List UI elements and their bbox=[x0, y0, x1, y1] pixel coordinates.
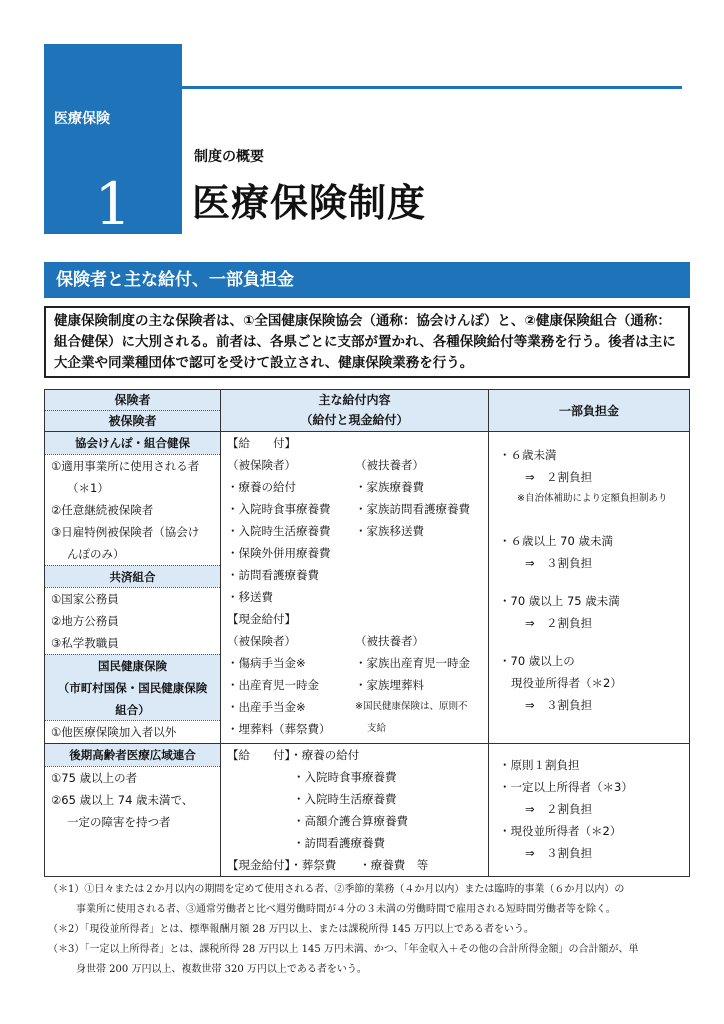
footnote-cont: 事業所に使用される者、③通常労働者と比べ週労働時間が４分の３未満の労働時間で雇用される短時間労働者等を除く。 bbox=[76, 904, 616, 915]
cash-item: ・出産手当金※ bbox=[227, 700, 306, 714]
header-insurer-cell bbox=[45, 390, 221, 432]
benefit-item: ・訪問看護療養費 bbox=[227, 568, 319, 582]
insurance-table bbox=[44, 389, 690, 877]
cash-item: ・出産育児一時金 bbox=[227, 678, 319, 692]
list-item: ③私学教職員 bbox=[51, 636, 119, 650]
category-label: 医療保険 bbox=[54, 111, 110, 127]
benefit-item: ・家族療養費 bbox=[355, 480, 424, 494]
copay-value: ⇒ ３割負担 bbox=[525, 698, 593, 712]
insurer-koki: 後期高齢者医療広域連合 bbox=[45, 744, 220, 766]
intro-box: 健康保険制度の主な保険者は、①全国健康保険協会（通称：協会けんぽ）と、②健康保険組合（通称：組合健保）に大別される。前者は、各県ごとに支部が置かれ、各種保険給付等業務を行う。後者は主に大企業や同業種団体で認可を受けて設立され、健康保険業務を行う。 bbox=[44, 306, 690, 378]
copay-cell bbox=[489, 432, 690, 744]
header-insured: 被保険者 bbox=[108, 414, 157, 428]
copay-value: ⇒ ３割負担 bbox=[525, 846, 593, 860]
benefit-item: ・移送費 bbox=[227, 590, 273, 604]
header-benefits-sub: （給付と現金給付） bbox=[300, 413, 409, 427]
koki-benefits-cell bbox=[221, 744, 489, 877]
benefit-item: ・家族訪問看護療養費 bbox=[355, 502, 470, 516]
footnote: （＊1）①日々または２か月以内の期間を定めて使用される者、②季節的業務（４か月以内）または臨時的事業（６か月以内）の bbox=[48, 884, 625, 895]
footnote-cont: 身世帯 200 万円以上、複数世帯 320 万円以上である者をいう。 bbox=[76, 964, 367, 975]
list-item: ①適用事業所に使用される者 bbox=[45, 454, 220, 477]
header-insurer: 保険者 bbox=[45, 390, 220, 411]
kokuho-line1: 国民健康保険 bbox=[98, 659, 167, 673]
copay-value: ⇒ ２割負担 bbox=[525, 616, 593, 630]
cash-item: ・埋葬料（葬祭費） bbox=[227, 722, 331, 736]
copay-value: ⇒ ２割負担 bbox=[525, 470, 593, 484]
insurer-kyokai: 協会けんぽ・組合健保 bbox=[45, 432, 220, 454]
list-item: ②65 歳以上 74 歳未満で、 bbox=[51, 793, 194, 807]
copay-item: ・６歳未満 bbox=[499, 448, 557, 462]
kyufu-columns bbox=[227, 454, 488, 608]
list-item: ①国家公務員 bbox=[45, 587, 220, 610]
insurer-kokuho bbox=[45, 654, 220, 720]
benefit-item: ・入院時食事療養費 bbox=[227, 502, 331, 516]
header-benefits-cell bbox=[221, 390, 489, 432]
cash-note: ※国民健康保険は、原則不 bbox=[355, 701, 468, 712]
list-item: ③日雇特例被保険者（協会け bbox=[51, 525, 200, 539]
chapter-number: 1 bbox=[94, 170, 132, 238]
chapter-box bbox=[44, 44, 182, 238]
list-item: （＊1） bbox=[67, 481, 109, 495]
copay-item: ・一定以上所得者（＊3） bbox=[499, 780, 633, 794]
header-benefits: 主な給付内容 bbox=[318, 393, 391, 407]
list-item: んぽのみ） bbox=[67, 547, 125, 561]
page-title: 医療保険制度 bbox=[192, 181, 427, 225]
list-item: ①他医療保険加入者以外 bbox=[45, 720, 220, 743]
header-rule bbox=[182, 86, 682, 89]
koki-copay-cell bbox=[489, 744, 690, 877]
footnote: （＊2）「現役並所得者」とは、標準報酬月額 28 万円以上、または課税所得 145 万円以上である者をいう。 bbox=[48, 924, 534, 935]
copay-item: ・現役並所得者（＊2） bbox=[499, 824, 622, 838]
cash-item: ・傷病手当金※ bbox=[227, 656, 306, 670]
page-subtitle: 制度の概要 bbox=[194, 149, 264, 165]
benefit-item: ・入院時生活療養費 bbox=[227, 524, 331, 538]
cash-dependent-label: （被扶養者） bbox=[355, 634, 424, 648]
cash-insured-label: （被保険者） bbox=[227, 634, 296, 648]
list-item: ①75 歳以上の者 bbox=[45, 766, 220, 789]
copay-item-cont: 現役並所得者（＊2） bbox=[511, 676, 622, 690]
copay-note: ※自治体補助により定額負担制あり bbox=[517, 493, 668, 504]
kokuho-line2: （市町村国保・国民健康保険 bbox=[57, 681, 208, 695]
footnotes bbox=[48, 880, 690, 980]
cash-note-cont: 支給 bbox=[367, 723, 387, 734]
copay-value: ⇒ ２割負担 bbox=[525, 802, 593, 816]
list-item: ②地方公務員 bbox=[51, 614, 119, 628]
koki-cash-line: 【現金給付】・葬祭費 ・療養費 等 bbox=[227, 858, 429, 872]
insured-label: （被保険者） bbox=[227, 458, 296, 472]
cash-columns bbox=[227, 630, 488, 740]
cash-heading: 【現金給付】 bbox=[227, 612, 296, 626]
copay-item: ・70 歳以上 75 歳未満 bbox=[499, 594, 620, 608]
list-item: ②任意継続被保険者 bbox=[51, 503, 154, 517]
cash-item: ・家族埋葬料 bbox=[355, 678, 424, 692]
benefit-item: ・療養の給付 bbox=[227, 480, 296, 494]
koki-benefit-item: ・訪問看護療養費 bbox=[293, 836, 385, 850]
copay-item: ・６歳以上 70 歳未満 bbox=[499, 534, 613, 548]
koki-benefit-item: ・入院時食事療養費 bbox=[293, 770, 397, 784]
benefits-cell bbox=[221, 432, 489, 744]
section-heading: 保険者と主な給付、一部負担金 bbox=[44, 262, 690, 298]
koki-benefit-item: ・高額介護合算療養費 bbox=[293, 814, 408, 828]
koki-insurer-cell bbox=[45, 744, 221, 877]
cash-item: ・家族出産育児一時金 bbox=[355, 656, 470, 670]
insurer-kyosai: 共済組合 bbox=[45, 565, 220, 587]
copay-value: ⇒ ３割負担 bbox=[525, 556, 593, 570]
kokuho-line3: 組合） bbox=[115, 703, 150, 717]
dependent-label: （被扶養者） bbox=[355, 458, 424, 472]
benefit-item: ・保険外併用療養費 bbox=[227, 546, 331, 560]
kyufu-heading: 【給 付】 bbox=[227, 436, 296, 450]
copay-item: ・70 歳以上の bbox=[499, 654, 575, 668]
koki-benefit-line: 【給 付】・療養の給付 bbox=[227, 748, 360, 762]
copay-item: ・原則１割負担 bbox=[499, 758, 580, 772]
koki-benefit-item: ・入院時生活療養費 bbox=[293, 792, 397, 806]
header-copay: 一部負担金 bbox=[489, 390, 690, 432]
list-item: 一定の障害を持つ者 bbox=[67, 815, 171, 829]
benefit-item: ・家族移送費 bbox=[355, 524, 424, 538]
footnote: （＊3）「一定以上所得者」とは、課税所得 28 万円以上 145 万円未満、かつ、「年金収入＋その他の合計所得金額」の合計額が、単 bbox=[48, 944, 639, 955]
insurer-column bbox=[45, 432, 221, 744]
